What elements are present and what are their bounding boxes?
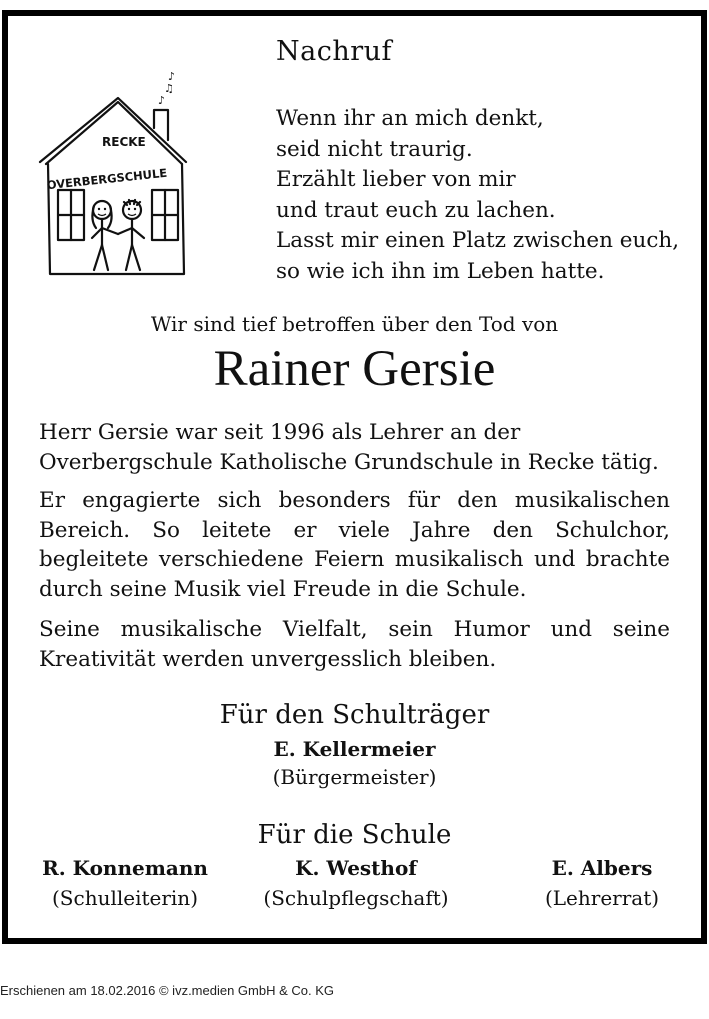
logo-text-main: OVERBERGSCHULE xyxy=(46,165,168,193)
svg-text:♪: ♪ xyxy=(158,94,166,107)
schule-heading: Für die Schule xyxy=(257,820,452,850)
paragraph: Herr Gersie war seit 1996 als Lehrer an der Overbergschule Katholische Grundschule in Recke tätig. xyxy=(39,420,659,475)
school-logo xyxy=(36,70,196,280)
publication-footer: Erschienen am 18.02.2016 © ivz.medien GmbH & Co. KG xyxy=(0,983,335,998)
svg-text:♫: ♫ xyxy=(164,82,174,95)
signer-name: E. Albers xyxy=(551,856,653,880)
poem-line: Erzählt lieber von mir xyxy=(276,167,516,192)
poem xyxy=(276,104,679,287)
signer-role: (Schulpflegschaft) xyxy=(263,886,449,910)
schooltraeger-name: E. Kellermeier xyxy=(273,737,436,761)
schooltraeger-heading: Für den Schulträger xyxy=(219,700,490,730)
intro-line: Wir sind tief betroffen über den Tod von xyxy=(150,312,559,336)
poem-line: seid nicht traurig. xyxy=(276,136,473,162)
signer-name: R. Konnemann xyxy=(42,856,208,880)
svg-text:♪: ♪ xyxy=(168,70,176,83)
signer-name: K. Westhof xyxy=(295,856,417,880)
paragraph: Seine musikalische Vielfalt, sein Humor und seine Kreativität werden unvergesslich bleiben. xyxy=(39,617,670,672)
poem-line: und traut euch zu lachen. xyxy=(276,197,556,223)
deceased-name: Rainer Gersie xyxy=(213,341,496,397)
poem-line: Lasst mir einen Platz zwischen euch, xyxy=(276,228,680,253)
logo-text-top: RECKE xyxy=(102,135,146,149)
notice-title: Nachruf xyxy=(276,36,393,67)
paragraph: Er engagierte sich besonders für den musikalischen Bereich. So leitete er viele Jahre den Schulchor, begleitete verschiedene Feiern musikalisch und brachte durch seine Musik viel Freude in die Schule. xyxy=(39,488,670,602)
schooltraeger-role: (Bürgermeister) xyxy=(272,765,437,789)
signer-role: (Schulleiterin) xyxy=(51,886,198,910)
poem-line: so wie ich ihn im Leben hatte. xyxy=(276,258,605,284)
signer-role: (Lehrerrat) xyxy=(544,886,660,910)
poem-line: Wenn ihr an mich denkt, xyxy=(276,106,544,131)
